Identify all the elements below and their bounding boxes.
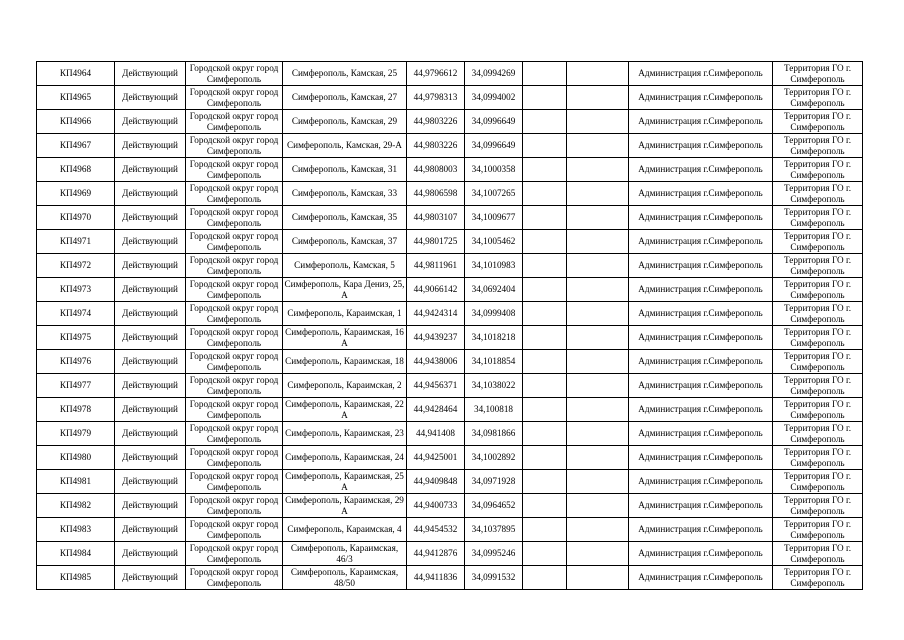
cell-address: Симферополь, Караимская, 16 А — [283, 326, 407, 350]
cell-id: КП4971 — [37, 230, 115, 254]
cell-owner: Администрация г.Симферополь — [629, 206, 773, 230]
cell-empty — [523, 398, 567, 422]
table-row — [37, 542, 863, 566]
cell-id: КП4985 — [37, 566, 115, 590]
cell-longitude: 34,0995246 — [465, 542, 523, 566]
table-row — [37, 446, 863, 470]
cell-territory: Территория ГО г. Симферополь — [773, 302, 863, 326]
cell-status: Действующий — [115, 566, 186, 590]
table-row — [37, 302, 863, 326]
cell-district: Городской округ город Симферополь — [186, 62, 283, 86]
cell-district: Городской округ город Симферополь — [186, 230, 283, 254]
cell-latitude: 44,9808003 — [407, 158, 465, 182]
cell-id: КП4977 — [37, 374, 115, 398]
cell-longitude: 34,1000358 — [465, 158, 523, 182]
cell-empty — [523, 470, 567, 494]
cell-longitude: 34,1010983 — [465, 254, 523, 278]
cell-id: КП4970 — [37, 206, 115, 230]
table-row — [37, 470, 863, 494]
cell-id: КП4984 — [37, 542, 115, 566]
cell-address: Симферополь, Камская, 35 — [283, 206, 407, 230]
cell-owner: Администрация г.Симферополь — [629, 446, 773, 470]
cell-empty — [567, 494, 629, 518]
cell-id: КП4973 — [37, 278, 115, 302]
cell-territory: Территория ГО г. Симферополь — [773, 254, 863, 278]
cell-address: Симферополь, Камская, 5 — [283, 254, 407, 278]
cell-empty — [567, 278, 629, 302]
cell-territory: Территория ГО г. Симферополь — [773, 494, 863, 518]
cell-district: Городской округ город Симферополь — [186, 470, 283, 494]
cell-owner: Администрация г.Симферополь — [629, 182, 773, 206]
cell-empty — [523, 158, 567, 182]
cell-id: КП4969 — [37, 182, 115, 206]
cell-empty — [567, 422, 629, 446]
cell-empty — [523, 278, 567, 302]
cell-owner: Администрация г.Симферополь — [629, 302, 773, 326]
cell-latitude: 44,9803226 — [407, 134, 465, 158]
cell-empty — [567, 86, 629, 110]
cell-longitude: 34,0971928 — [465, 470, 523, 494]
cell-territory: Территория ГО г. Симферополь — [773, 134, 863, 158]
cell-district: Городской округ город Симферополь — [186, 302, 283, 326]
cell-owner: Администрация г.Симферополь — [629, 230, 773, 254]
cell-status: Действующий — [115, 470, 186, 494]
cell-latitude: 44,9424314 — [407, 302, 465, 326]
cell-status: Действующий — [115, 350, 186, 374]
cell-territory: Территория ГО г. Симферополь — [773, 542, 863, 566]
cell-longitude: 34,1018218 — [465, 326, 523, 350]
cell-address: Симферополь, Кара Дениз, 25, А — [283, 278, 407, 302]
cell-owner: Администрация г.Симферополь — [629, 542, 773, 566]
cell-latitude: 44,9425001 — [407, 446, 465, 470]
cell-address: Симферополь, Караимская, 22 А — [283, 398, 407, 422]
cell-latitude: 44,9796612 — [407, 62, 465, 86]
cell-empty — [567, 254, 629, 278]
cell-territory: Территория ГО г. Симферополь — [773, 158, 863, 182]
cell-status: Действующий — [115, 326, 186, 350]
cell-owner: Администрация г.Симферополь — [629, 62, 773, 86]
cell-empty — [567, 350, 629, 374]
cell-id: КП4980 — [37, 446, 115, 470]
cell-empty — [567, 62, 629, 86]
cell-id: КП4968 — [37, 158, 115, 182]
cell-status: Действующий — [115, 206, 186, 230]
cell-status: Действующий — [115, 398, 186, 422]
cell-id: КП4979 — [37, 422, 115, 446]
cell-status: Действующий — [115, 110, 186, 134]
cell-empty — [523, 350, 567, 374]
cell-id: КП4982 — [37, 494, 115, 518]
cell-status: Действующий — [115, 134, 186, 158]
cell-district: Городской округ город Симферополь — [186, 446, 283, 470]
table-row — [37, 134, 863, 158]
cell-owner: Администрация г.Симферополь — [629, 110, 773, 134]
cell-status: Действующий — [115, 518, 186, 542]
cell-territory: Территория ГО г. Симферополь — [773, 110, 863, 134]
cell-address: Симферополь, Караимская, 48/50 — [283, 566, 407, 590]
cell-empty — [567, 230, 629, 254]
cell-owner: Администрация г.Симферополь — [629, 398, 773, 422]
cell-latitude: 44,9803226 — [407, 110, 465, 134]
cell-district: Городской округ город Симферополь — [186, 374, 283, 398]
registry-table-body — [37, 62, 863, 590]
table-row — [37, 398, 863, 422]
cell-status: Действующий — [115, 446, 186, 470]
table-row — [37, 566, 863, 590]
cell-empty — [523, 86, 567, 110]
cell-address: Симферополь, Камская, 37 — [283, 230, 407, 254]
cell-empty — [567, 326, 629, 350]
cell-id: КП4975 — [37, 326, 115, 350]
cell-owner: Администрация г.Симферополь — [629, 254, 773, 278]
cell-status: Действующий — [115, 254, 186, 278]
cell-longitude: 34,0999408 — [465, 302, 523, 326]
cell-latitude: 44,9454532 — [407, 518, 465, 542]
cell-id: КП4972 — [37, 254, 115, 278]
cell-latitude: 44,9409848 — [407, 470, 465, 494]
cell-owner: Администрация г.Симферополь — [629, 494, 773, 518]
table-row — [37, 110, 863, 134]
cell-territory: Территория ГО г. Симферополь — [773, 230, 863, 254]
cell-latitude: 44,9806598 — [407, 182, 465, 206]
cell-owner: Администрация г.Симферополь — [629, 566, 773, 590]
cell-territory: Территория ГО г. Симферополь — [773, 446, 863, 470]
cell-empty — [567, 110, 629, 134]
cell-empty — [567, 302, 629, 326]
cell-empty — [523, 110, 567, 134]
table-row — [37, 422, 863, 446]
cell-address: Симферополь, Камская, 29 — [283, 110, 407, 134]
cell-id: КП4981 — [37, 470, 115, 494]
table-row — [37, 278, 863, 302]
cell-empty — [567, 206, 629, 230]
cell-empty — [523, 230, 567, 254]
cell-empty — [567, 182, 629, 206]
cell-district: Городской округ город Симферополь — [186, 326, 283, 350]
cell-empty — [523, 518, 567, 542]
cell-address: Симферополь, Камская, 33 — [283, 182, 407, 206]
cell-territory: Территория ГО г. Симферополь — [773, 326, 863, 350]
cell-status: Действующий — [115, 302, 186, 326]
cell-status: Действующий — [115, 62, 186, 86]
cell-owner: Администрация г.Симферополь — [629, 374, 773, 398]
table-row — [37, 62, 863, 86]
cell-address: Симферополь, Караимская, 4 — [283, 518, 407, 542]
cell-status: Действующий — [115, 542, 186, 566]
cell-longitude: 34,1005462 — [465, 230, 523, 254]
cell-id: КП4976 — [37, 350, 115, 374]
cell-empty — [567, 518, 629, 542]
cell-longitude: 34,0991532 — [465, 566, 523, 590]
cell-latitude: 44,9439237 — [407, 326, 465, 350]
table-row — [37, 254, 863, 278]
table-row — [37, 206, 863, 230]
cell-id: КП4966 — [37, 110, 115, 134]
table-row — [37, 350, 863, 374]
cell-empty — [523, 254, 567, 278]
cell-empty — [567, 566, 629, 590]
cell-id: КП4983 — [37, 518, 115, 542]
cell-empty — [567, 446, 629, 470]
cell-address: Симферополь, Камская, 29-А — [283, 134, 407, 158]
cell-empty — [567, 470, 629, 494]
cell-territory: Территория ГО г. Симферополь — [773, 566, 863, 590]
cell-longitude: 34,1009677 — [465, 206, 523, 230]
cell-district: Городской округ город Симферополь — [186, 566, 283, 590]
cell-territory: Территория ГО г. Симферополь — [773, 86, 863, 110]
cell-latitude: 44,9400733 — [407, 494, 465, 518]
cell-latitude: 44,9428464 — [407, 398, 465, 422]
cell-longitude: 34,1007265 — [465, 182, 523, 206]
cell-address: Симферополь, Караимская, 1 — [283, 302, 407, 326]
cell-longitude: 34,0692404 — [465, 278, 523, 302]
cell-id: КП4974 — [37, 302, 115, 326]
cell-longitude: 34,0994269 — [465, 62, 523, 86]
cell-address: Симферополь, Караимская, 23 — [283, 422, 407, 446]
table-row — [37, 158, 863, 182]
cell-district: Городской округ город Симферополь — [186, 398, 283, 422]
table-row — [37, 518, 863, 542]
cell-address: Симферополь, Караимская, 29 А — [283, 494, 407, 518]
cell-owner: Администрация г.Симферополь — [629, 350, 773, 374]
cell-address: Симферополь, Камская, 25 — [283, 62, 407, 86]
cell-address: Симферополь, Камская, 27 — [283, 86, 407, 110]
cell-territory: Территория ГО г. Симферополь — [773, 398, 863, 422]
cell-district: Городской округ город Симферополь — [186, 86, 283, 110]
cell-empty — [523, 374, 567, 398]
cell-address: Симферополь, Караимская, 46/3 — [283, 542, 407, 566]
cell-territory: Территория ГО г. Симферополь — [773, 518, 863, 542]
cell-longitude: 34,100818 — [465, 398, 523, 422]
cell-district: Городской округ город Симферополь — [186, 518, 283, 542]
cell-address: Симферополь, Караимская, 2 — [283, 374, 407, 398]
cell-status: Действующий — [115, 374, 186, 398]
cell-address: Симферополь, Караимская, 24 — [283, 446, 407, 470]
table-row — [37, 374, 863, 398]
cell-owner: Администрация г.Симферополь — [629, 422, 773, 446]
cell-empty — [523, 542, 567, 566]
cell-empty — [523, 326, 567, 350]
cell-territory: Территория ГО г. Симферополь — [773, 278, 863, 302]
cell-territory: Территория ГО г. Симферополь — [773, 182, 863, 206]
cell-address: Симферополь, Камская, 31 — [283, 158, 407, 182]
cell-district: Городской округ город Симферополь — [186, 158, 283, 182]
cell-owner: Администрация г.Симферополь — [629, 278, 773, 302]
cell-owner: Администрация г.Симферополь — [629, 158, 773, 182]
cell-latitude: 44,941408 — [407, 422, 465, 446]
cell-status: Действующий — [115, 278, 186, 302]
cell-district: Городской округ город Симферополь — [186, 206, 283, 230]
cell-longitude: 34,1002892 — [465, 446, 523, 470]
cell-empty — [523, 422, 567, 446]
cell-empty — [523, 302, 567, 326]
registry-table — [36, 61, 863, 590]
cell-id: КП4964 — [37, 62, 115, 86]
cell-status: Действующий — [115, 494, 186, 518]
table-row — [37, 326, 863, 350]
table-row — [37, 182, 863, 206]
cell-district: Городской округ город Симферополь — [186, 254, 283, 278]
cell-longitude: 34,0996649 — [465, 134, 523, 158]
cell-district: Городской округ город Симферополь — [186, 422, 283, 446]
cell-district: Городской округ город Симферополь — [186, 350, 283, 374]
cell-district: Городской округ город Симферополь — [186, 542, 283, 566]
cell-empty — [567, 398, 629, 422]
cell-owner: Администрация г.Симферополь — [629, 134, 773, 158]
cell-longitude: 34,1037895 — [465, 518, 523, 542]
cell-status: Действующий — [115, 422, 186, 446]
cell-status: Действующий — [115, 230, 186, 254]
cell-territory: Территория ГО г. Симферополь — [773, 470, 863, 494]
cell-owner: Администрация г.Симферополь — [629, 518, 773, 542]
cell-latitude: 44,9438006 — [407, 350, 465, 374]
cell-address: Симферополь, Караимская, 25 А — [283, 470, 407, 494]
cell-empty — [567, 542, 629, 566]
cell-latitude: 44,9801725 — [407, 230, 465, 254]
table-row — [37, 86, 863, 110]
cell-empty — [567, 158, 629, 182]
cell-empty — [523, 134, 567, 158]
cell-id: КП4965 — [37, 86, 115, 110]
cell-status: Действующий — [115, 86, 186, 110]
cell-id: КП4978 — [37, 398, 115, 422]
cell-empty — [567, 134, 629, 158]
cell-longitude: 34,0994002 — [465, 86, 523, 110]
cell-district: Городской округ город Симферополь — [186, 134, 283, 158]
cell-latitude: 44,9066142 — [407, 278, 465, 302]
cell-address: Симферополь, Караимская, 18 — [283, 350, 407, 374]
cell-id: КП4967 — [37, 134, 115, 158]
cell-empty — [523, 62, 567, 86]
cell-district: Городской округ город Симферополь — [186, 494, 283, 518]
cell-latitude: 44,9798313 — [407, 86, 465, 110]
cell-longitude: 34,0964652 — [465, 494, 523, 518]
cell-empty — [567, 374, 629, 398]
cell-owner: Администрация г.Симферополь — [629, 326, 773, 350]
cell-empty — [523, 206, 567, 230]
cell-territory: Территория ГО г. Симферополь — [773, 350, 863, 374]
cell-owner: Администрация г.Симферополь — [629, 470, 773, 494]
cell-empty — [523, 182, 567, 206]
cell-longitude: 34,0996649 — [465, 110, 523, 134]
cell-empty — [523, 446, 567, 470]
cell-status: Действующий — [115, 182, 186, 206]
cell-empty — [523, 566, 567, 590]
table-row — [37, 494, 863, 518]
cell-territory: Территория ГО г. Симферополь — [773, 422, 863, 446]
cell-latitude: 44,9411836 — [407, 566, 465, 590]
cell-district: Городской округ город Симферополь — [186, 110, 283, 134]
cell-latitude: 44,9412876 — [407, 542, 465, 566]
cell-owner: Администрация г.Симферополь — [629, 86, 773, 110]
cell-longitude: 34,1038022 — [465, 374, 523, 398]
cell-longitude: 34,0981866 — [465, 422, 523, 446]
cell-district: Городской округ город Симферополь — [186, 278, 283, 302]
cell-empty — [523, 494, 567, 518]
cell-longitude: 34,1018854 — [465, 350, 523, 374]
cell-territory: Территория ГО г. Симферополь — [773, 206, 863, 230]
cell-latitude: 44,9811961 — [407, 254, 465, 278]
cell-latitude: 44,9456371 — [407, 374, 465, 398]
cell-territory: Территория ГО г. Симферополь — [773, 374, 863, 398]
cell-status: Действующий — [115, 158, 186, 182]
table-row — [37, 230, 863, 254]
cell-territory: Территория ГО г. Симферополь — [773, 62, 863, 86]
cell-district: Городской округ город Симферополь — [186, 182, 283, 206]
cell-latitude: 44,9803107 — [407, 206, 465, 230]
